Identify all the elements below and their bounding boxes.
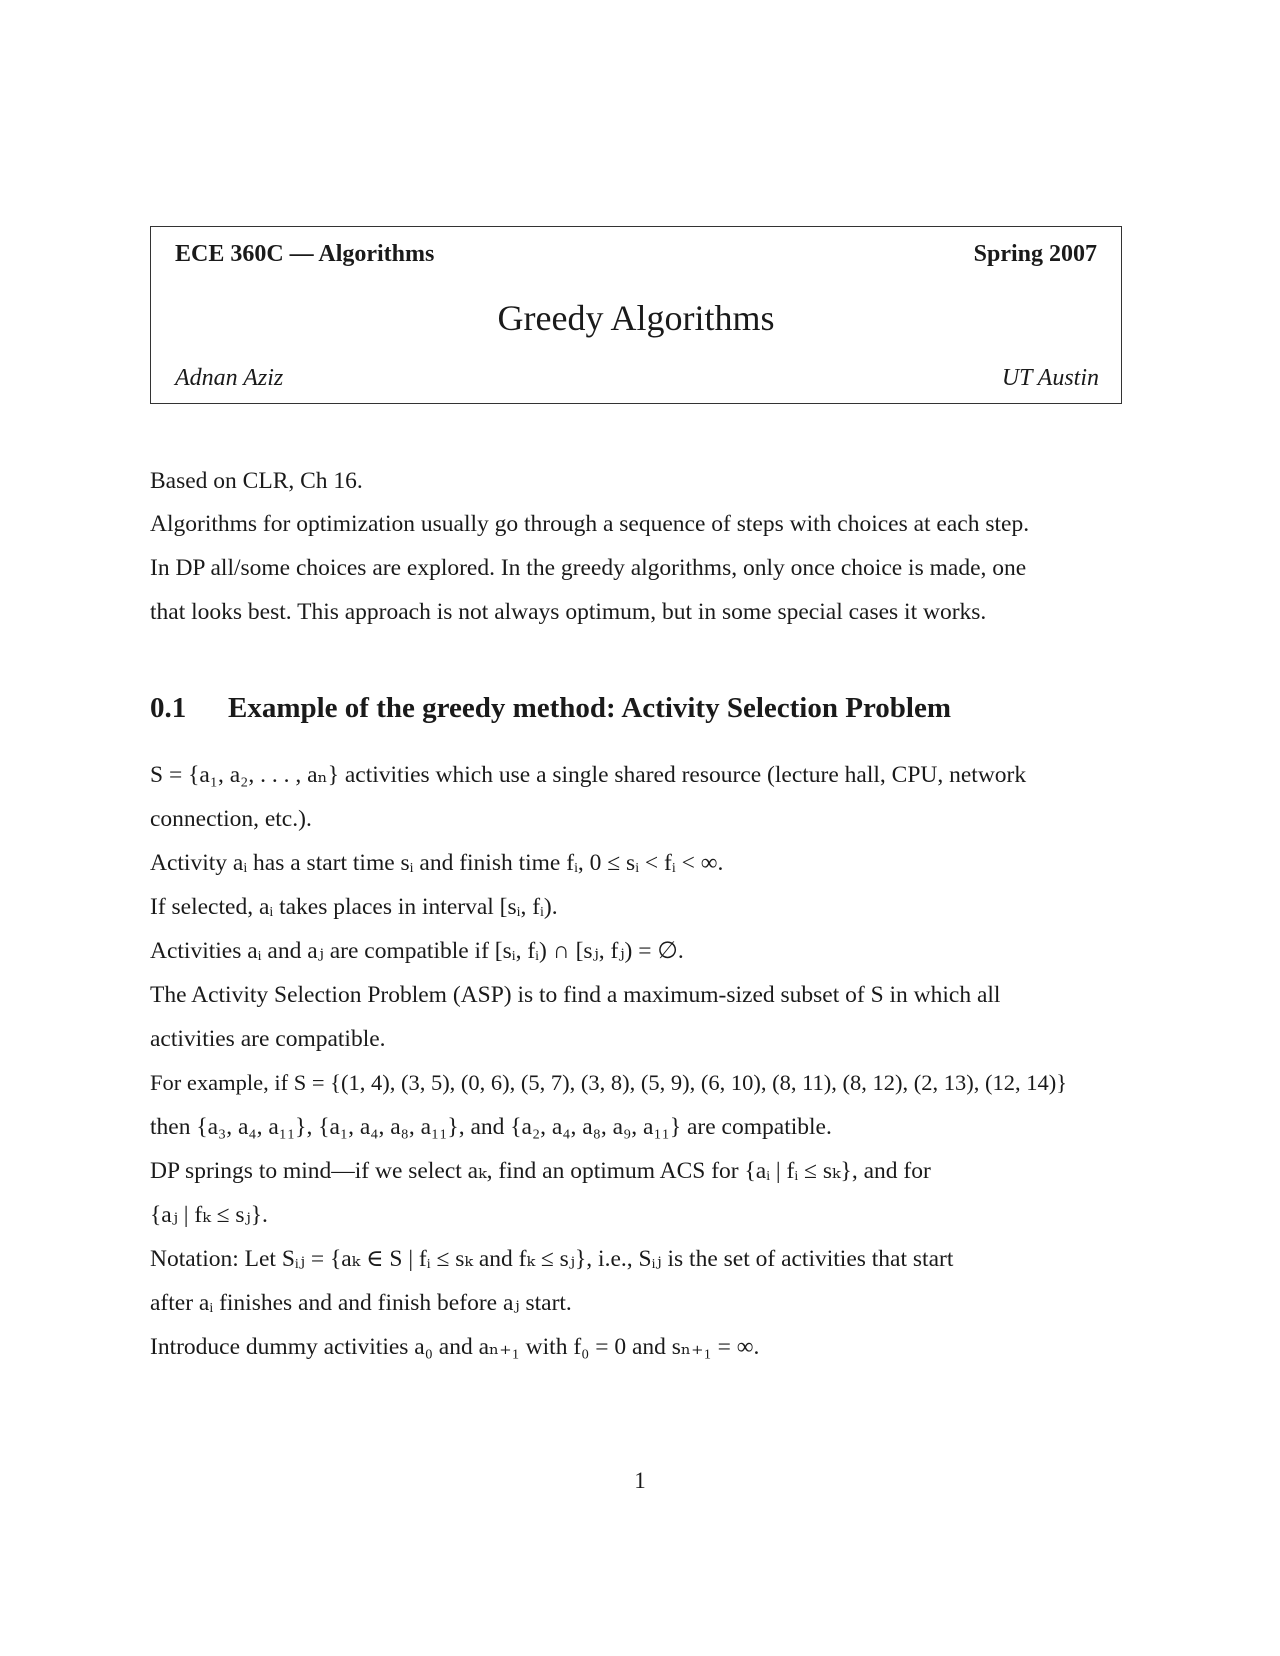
body-line: Notation: Let Sᵢⱼ = {aₖ ∈ S | fᵢ ≤ sₖ and fₖ ≤ sⱼ}, i.e., Sᵢⱼ is the set of activities that start xyxy=(150,1246,954,1272)
body-line: Introduce dummy activities a₀ and aₙ₊₁ with f₀ = 0 and sₙ₊₁ = ∞. xyxy=(150,1334,760,1360)
header-box xyxy=(150,226,1122,404)
body-line: DP springs to mind—if we select aₖ, find an optimum ACS for {aᵢ | fᵢ ≤ sₖ}, and for xyxy=(150,1158,931,1184)
intro-line: Based on CLR, Ch 16. xyxy=(150,468,363,494)
author: Adnan Aziz xyxy=(175,365,284,391)
document-title: Greedy Algorithms xyxy=(497,298,775,338)
body-line: then {a₃, a₄, a₁₁}, {a₁, a₄, a₈, a₁₁}, and {a₂, a₄, a₈, a₉, a₁₁} are compatible. xyxy=(150,1114,832,1140)
page-number: 1 xyxy=(634,1468,646,1493)
body-line: If selected, aᵢ takes places in interval [sᵢ, fᵢ). xyxy=(150,894,558,920)
body-line: {aⱼ | fₖ ≤ sⱼ}. xyxy=(150,1202,268,1228)
term: Spring 2007 xyxy=(973,241,1097,267)
body-line: The Activity Selection Problem (ASP) is to find a maximum-sized subset of S in which all xyxy=(150,982,1001,1008)
section-heading xyxy=(150,692,951,725)
body-line: Activity aᵢ has a start time sᵢ and finish time fᵢ, 0 ≤ sᵢ < fᵢ < ∞. xyxy=(150,850,724,876)
body-line: after aᵢ finishes and and finish before aⱼ start. xyxy=(150,1290,572,1316)
intro-line: In DP all/some choices are explored. In the greedy algorithms, only once choice is made, one xyxy=(150,555,1027,581)
intro-line: Algorithms for optimization usually go through a sequence of steps with choices at each step. xyxy=(150,511,1030,537)
body-line: Activities aᵢ and aⱼ are compatible if [sᵢ, fᵢ) ∩ [sⱼ, fⱼ) = ∅. xyxy=(150,938,684,964)
intro-line: that looks best. This approach is not always optimum, but in some special cases it works. xyxy=(150,599,987,625)
affiliation: UT Austin xyxy=(1001,365,1099,391)
course-name: ECE 360C — Algorithms xyxy=(175,241,435,267)
section-title: Example of the greedy method: Activity Selection Problem xyxy=(228,692,952,724)
body-line: S = {a₁, a₂, . . . , aₙ} activities which use a single shared resource (lecture hall, CPU, network xyxy=(150,762,1027,788)
body-line: connection, etc.). xyxy=(150,806,312,832)
body-line: activities are compatible. xyxy=(150,1026,386,1052)
body-line: For example, if S = {(1, 4), (3, 5), (0, 6), (5, 7), (3, 8), (5, 9), (6, 10), (8, 11), (8, 12), (2, 13), (12, 14)} xyxy=(150,1070,1068,1095)
section-number: 0.1 xyxy=(150,692,187,724)
